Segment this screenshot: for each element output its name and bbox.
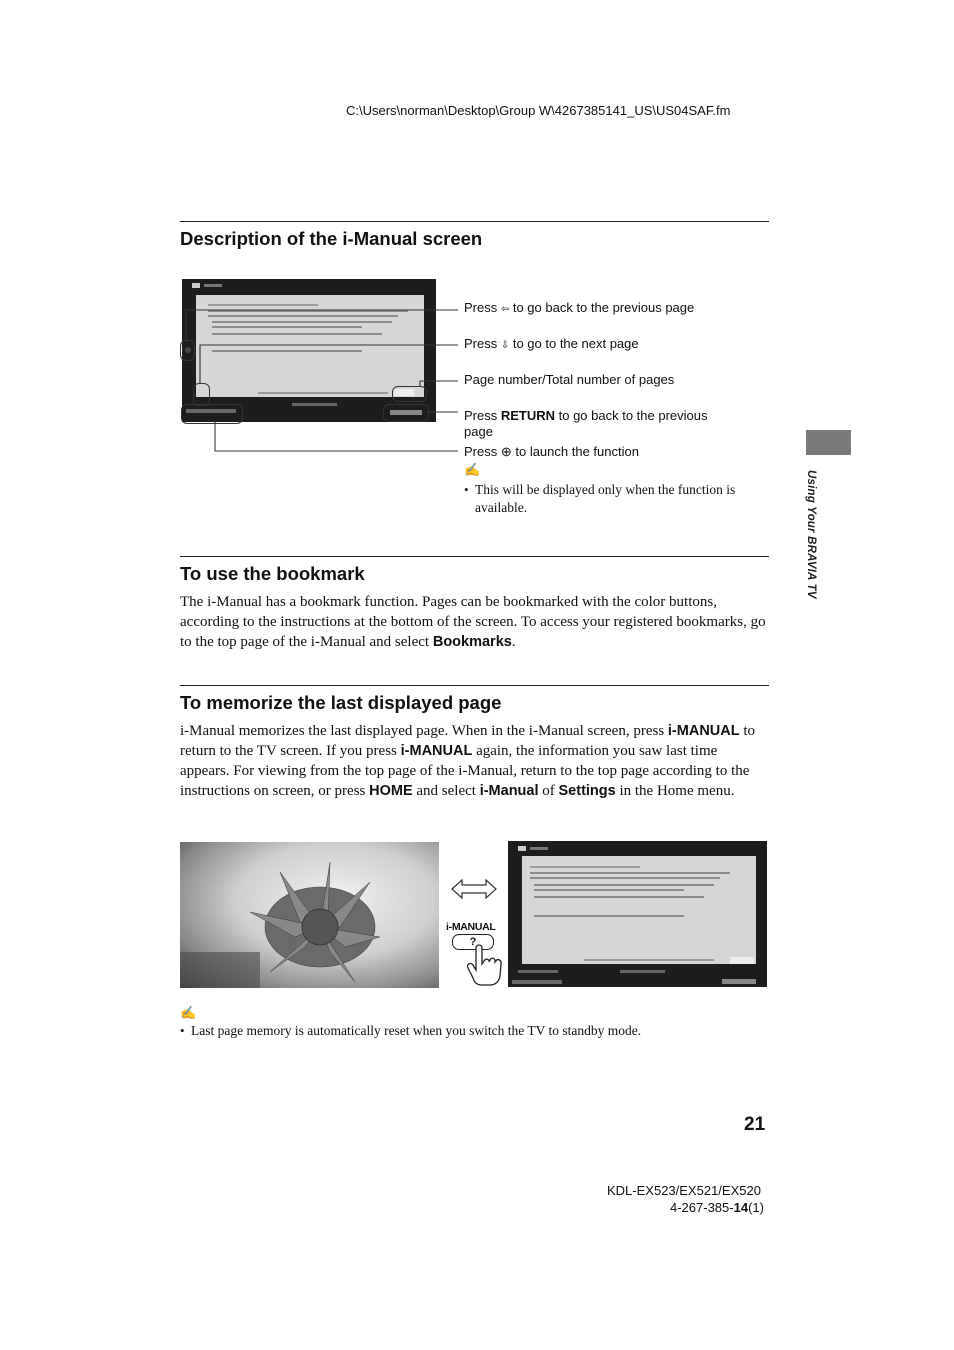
side-tab-label: Using Your BRAVIA TV xyxy=(805,470,817,599)
section-heading-memorize: To memorize the last displayed page xyxy=(180,692,502,713)
callout-next: Press ⇩ to go to the next page xyxy=(464,336,639,351)
note-text: This will be displayed only when the function is available. xyxy=(475,482,736,515)
section-rule xyxy=(180,556,769,557)
enter-circle-icon: ⊕ xyxy=(500,444,512,459)
callout-page-number: Page number/Total number of pages xyxy=(464,372,675,387)
note-bullet: • xyxy=(180,1023,185,1038)
section-heading-bookmark: To use the bookmark xyxy=(180,563,365,584)
document-code: 4-267-385-14(1) xyxy=(670,1200,764,1215)
note-bullet: • xyxy=(464,482,469,497)
double-arrow-icon xyxy=(450,878,498,900)
callout-return: Press RETURN to go back to the previous page xyxy=(464,408,708,439)
memorize-paragraph: i-Manual memorizes the last displayed page. When in the i-Manual screen, press i-MANUAL to return to the TV screen. If you press i-MANUAL again, the information you saw last time appears. For viewing from the top page of the i-Manual, return to the top page according to the instructions on screen, or press HOME and select i-Manual of Settings in the Home menu. xyxy=(180,723,756,799)
model-number: KDL-EX523/EX521/EX520 xyxy=(607,1183,761,1198)
back-arrow-icon: ⇦ xyxy=(500,304,510,315)
i-manual-button-label: i-MANUAL xyxy=(446,921,496,933)
i-manual-button-icon: ? xyxy=(452,934,494,950)
i-manual-last-page-image xyxy=(508,841,767,987)
page-number: 21 xyxy=(744,1114,766,1135)
section-heading-description: Description of the i-Manual screen xyxy=(180,228,483,249)
note-icon: ✍ xyxy=(180,1005,197,1020)
callout-back: Press ⇦ to go back to the previous page xyxy=(464,300,695,315)
section-rule xyxy=(180,685,769,686)
note-icon: ✍ xyxy=(464,462,481,477)
tv-picture-flower-image xyxy=(180,842,439,988)
file-path: C:\Users\norman\Desktop\Group W\4267385141_US\US04SAF.fm xyxy=(346,103,731,118)
side-tab-marker xyxy=(806,430,851,455)
note-text: Last page memory is automatically reset when you switch the TV to standby mode. xyxy=(191,1023,642,1038)
pressing-hand-icon xyxy=(462,940,504,986)
bookmark-paragraph: The i-Manual has a bookmark function. Pages can be bookmarked with the color buttons, according to the instructions at the bottom of the screen. To access your registered bookmarks, go to the top page of the i-Manual and select Bookmarks. xyxy=(180,594,766,650)
callout-launch: Press ⊕ to launch the function xyxy=(464,444,639,459)
down-arrow-icon: ⇩ xyxy=(500,340,510,351)
